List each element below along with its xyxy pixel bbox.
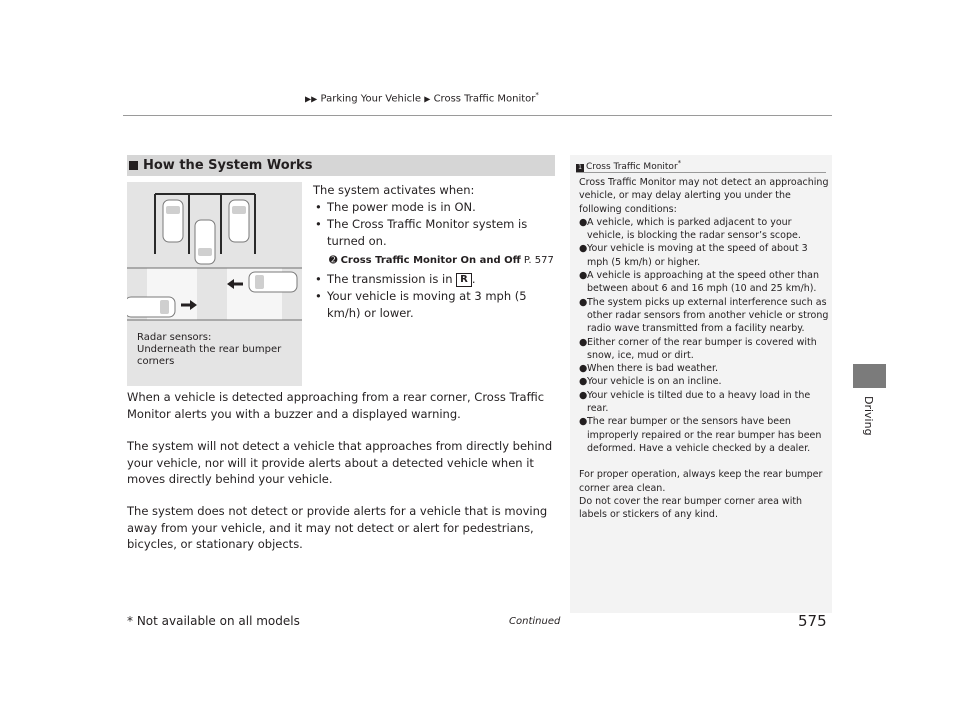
- list-item-text: When there is bad weather.: [587, 363, 719, 375]
- list-item: ● Your vehicle is moving at the speed of about 3 mph (5 km/h) or higher.: [579, 243, 808, 268]
- sidebar-note: For proper operation, always keep the rear bumper corner area clean.: [579, 469, 823, 494]
- list-item: ● The system picks up external interference such as other radar sensors from another vehicle or strong radio wave transmitted from a facility nearby.: [579, 296, 829, 335]
- sidebar-heading: [576, 159, 681, 172]
- body-paragraph: The system will not detect a vehicle that approaches from directly behind your vehicle, nor will it provide alerts about a detected vehicle when it moves directly behind your vehicle.: [127, 439, 553, 486]
- notes-sidebar: [570, 155, 832, 613]
- body-paragraph: When a vehicle is detected approaching from a rear corner, Cross Traffic Monitor alerts you with a buzzer and a displayed warning.: [127, 390, 545, 421]
- list-item: ● Your vehicle is tilted due to a heavy load in the rear.: [579, 389, 811, 415]
- list-item: • The power mode is in ON.: [315, 200, 476, 214]
- breadcrumb-arrow-icon: ▶: [424, 94, 431, 104]
- approaching-car-right: [249, 272, 297, 292]
- list-item: ● Your vehicle is on an incline.: [579, 376, 722, 388]
- list-item-text: Your vehicle is on an incline.: [587, 376, 722, 388]
- list-item-text: The system picks up external interference such as other radar sensors from another vehicle or strong radio wave transmitted from a facility nearby.: [587, 296, 829, 335]
- list-item-text: Your vehicle is tilted due to a heavy load in the rear.: [587, 389, 811, 415]
- continued-label: Continued: [509, 616, 561, 627]
- breadcrumb-item-cross-traffic[interactable]: Cross Traffic Monitor: [433, 93, 536, 105]
- own-vehicle: [195, 220, 215, 264]
- list-item-text: Either corner of the rear bumper is covered with snow, ice, mud or dirt.: [587, 336, 817, 361]
- list-item-text: The power mode is in ON.: [327, 200, 476, 214]
- list-item: • The transmission is in R .: [315, 272, 476, 286]
- breadcrumb-item-parking[interactable]: Parking Your Vehicle: [320, 93, 422, 105]
- list-item-text: Your vehicle is moving at 3 mph (5 km/h) or lower.: [327, 289, 527, 320]
- caption-line: corners: [137, 356, 175, 367]
- sidebar-note: Do not cover the rear bumper corner area with labels or stickers of any kind.: [579, 495, 803, 521]
- approaching-car-left: [127, 297, 175, 317]
- sidebar-heading-text: Cross Traffic Monitor: [586, 162, 678, 172]
- black-square-icon: [129, 161, 138, 170]
- list-item: ● The rear bumper or the sensors have been improperly repaired or the rear bumper has been deformed. Have a vehicle checked by a dealer.: [579, 416, 822, 454]
- gear-r-keycap: R: [456, 273, 472, 287]
- section-title: How the System Works: [143, 158, 313, 173]
- body-paragraph: The system does not detect or provide alerts for a vehicle that is moving away from your vehicle, and it may not detect or alert for pedestrians, bicycles, or stationary objects.: [127, 504, 548, 551]
- list-item: • The Cross Traffic Monitor system is turned on.: [315, 217, 528, 248]
- header-rule: [123, 115, 832, 116]
- list-item-text: Your vehicle is moving at the speed of about 3 mph (5 km/h) or higher.: [587, 243, 808, 268]
- list-item: ● A vehicle is approaching at the speed other than between about 6 and 16 mph (10 and 25 km/h).: [579, 270, 819, 295]
- figure-caption: [137, 332, 281, 368]
- caption-line: Underneath the rear bumper: [137, 344, 282, 355]
- caption-line: Radar sensors:: [137, 332, 212, 343]
- list-item-text: The Cross Traffic Monitor system is turned on.: [327, 217, 528, 248]
- list-item: ● Either corner of the rear bumper is covered with snow, ice, mud or dirt.: [579, 336, 817, 361]
- cross-reference[interactable]: [313, 252, 558, 269]
- footnote: * Not available on all models: [127, 614, 300, 628]
- footnote-mark: *: [535, 91, 539, 99]
- reference-page: P. 577: [523, 255, 554, 266]
- punctuation: .: [471, 272, 476, 286]
- reference-title[interactable]: Cross Traffic Monitor On and Off: [340, 255, 521, 266]
- list-item-text: A vehicle, which is parked adjacent to your vehicle, is blocking the radar sensor’s scope.: [587, 216, 801, 242]
- note-marker-icon: 1: [576, 164, 584, 172]
- sidebar-body: [579, 176, 829, 521]
- sidebar-lead: Cross Traffic Monitor may not detect an approaching vehicle, or may delay alerting you under the following conditions:: [579, 177, 829, 215]
- sidebar-rule: [576, 172, 826, 173]
- intro-text: The system activates when:: [313, 183, 475, 197]
- parked-car-right: [229, 200, 249, 242]
- breadcrumb: [305, 91, 539, 104]
- list-item-text: The rear bumper or the sensors have been improperly repaired or the rear bumper has been deformed. Have a vehicle checked by a dealer.: [587, 416, 822, 454]
- list-item: ● A vehicle, which is parked adjacent to your vehicle, is blocking the radar sensor’s scope.: [579, 216, 801, 242]
- section-heading: [127, 155, 555, 176]
- list-item: • Your vehicle is moving at 3 mph (5 km/h) or lower.: [315, 289, 527, 320]
- page-number: 575: [798, 612, 827, 630]
- list-item-text: The transmission is in: [327, 272, 453, 286]
- reference-arrow-icon: ➋: [329, 255, 338, 266]
- parked-car-left: [163, 200, 183, 242]
- chapter-tab[interactable]: [853, 364, 886, 388]
- list-item: ● When there is bad weather.: [579, 363, 719, 375]
- parking-lot-illustration: [127, 182, 302, 386]
- activation-conditions: [313, 182, 558, 322]
- chapter-label: Driving: [862, 396, 875, 436]
- list-item-text: A vehicle is approaching at the speed other than between about 6 and 16 mph (10 and 25 km/h).: [587, 270, 819, 295]
- breadcrumb-arrow-icon: ▶▶: [305, 94, 318, 104]
- footnote-mark: *: [677, 159, 682, 167]
